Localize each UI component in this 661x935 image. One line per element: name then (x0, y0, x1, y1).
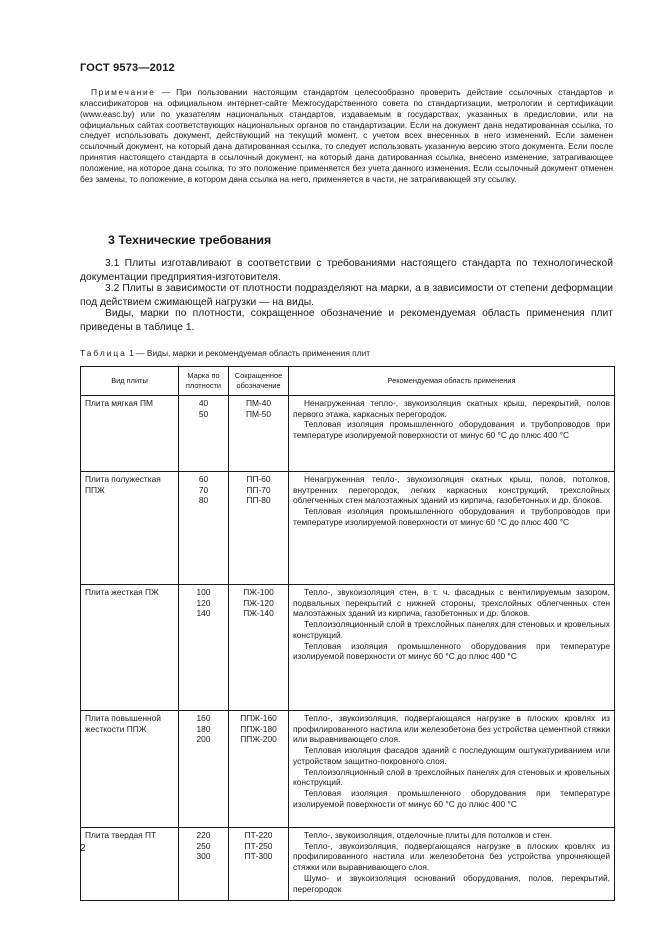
paragraph-3-2: 3.2 Плиты в зависимости от плотности подразделяют на марки, а в зависимости от степени деформации под действием сжимающей нагрузки — на виды. (80, 283, 613, 308)
abbreviation-cell: ПЖ-100 ПЖ-120 ПЖ-140 (229, 585, 289, 711)
table-row (81, 711, 615, 828)
application-cell: Тепло-, звукоизоляция, подвергающаяся нагрузке в плоских кровлях из профилированного настила или железобетона без устройства цементной стяжки или выравнивающего слоя. Тепловая изоляция фасадов зданий с последующим оштукатуриванием или устройством защитно-покровного слоя. Теплоизоляционный слой в трехслойных панелях для стеновых и кровельных конструкций. Тепловая изоляция промышленного оборудования при температуре изолируемой поверхности от минус 60 °С до плюс 400 °С (289, 711, 615, 828)
plate-type-cell: Плита твердая ПТ (81, 828, 179, 901)
header-plate-type: Вид плиты (81, 367, 179, 396)
application-cell: Ненагруженная тепло-, звукоизоляция скатных крыш, полов, потолков, внутренних перегородок, легких каркасных конструкций, трехслойных облегченных стен малоэтажных зданий из кирпича, газобетонных и др. блоков. Тепловая изоляция промышленного оборудования и трубопроводов при температуре изолируемой поверхности от минус 60 °С до плюс 400 °С (289, 472, 615, 585)
header-density-mark: Марка по плотности (179, 367, 229, 396)
table-caption (80, 348, 370, 358)
application-cell: Тепло-, звукоизоляция стен, в т. ч. фасадных с вентилируемым зазором, подвальных перекрытий с нижней стороны, трехслойных облегченных стен малоэтажных зданий из кирпича, газобетонных и др. блоков. Теплоизоляционный слой в трехслойных панелях для стеновых и кровельных конструкций. Тепловая изоляция промышленного оборудования при температуре изолируемой поверхности от минус 60 °С до плюс 400 °С (289, 585, 615, 711)
table-caption-text: 1 — Виды, марки и рекомендуемая область применения плит (126, 348, 371, 358)
table-header-row (81, 367, 615, 396)
abbreviation-cell: ПП-60 ПП-70 ПП-80 (229, 472, 289, 585)
table-caption-label: Таблица (80, 348, 127, 358)
application-cell: Тепло-, звукоизоляция, отделочные плиты для потолков и стен. Тепло-, звукоизоляция, подвергающаяся нагрузке в плоских кровлях из профилированного настила или железобетона без устройства упрочняющей стяжки или выравнивающего слоя. Шумо- и звукоизоляция оснований оборудования, полов, перекрытий, перегородок (289, 828, 615, 901)
abbreviation-cell: ПМ-40 ПМ-50 (229, 396, 289, 472)
note-text: — При пользовании настоящим стандартом целесообразно проверить действие ссылочных стандартов и классификаторов на официальном интернет-сайте Межгосударственного совета по стандартизации, метрологии и сертификации (www.easc.by) или по указателям национальных стандартов, издаваемым в государствах, указанных в предисловии, или на официальных сайтах соответствующих национальных органов по стандартизации. Если на документ дана недатированная ссылка, то следует использовать документ, действующий на текущий момент, с учетом всех внесенных в него изменений. Если заменен ссылочный документ, на который дана датированная ссылка, то следует использовать указанную версию этого документа. Если после принятия настоящего стандарта в ссылочный документ, на который дана датированная ссылка, внесено изменение, затрагивающее положение, на которое дана ссылка, то это положение применяется без учета данного изменения. Если ссылочный документ отменен без замены, то положение, в котором дана ссылка на него, применяется в части, не затрагивающей эту ссылку. (80, 87, 613, 184)
note-label: Примечание (91, 87, 156, 97)
page-number: 2 (80, 843, 86, 854)
paragraph-3-1: 3.1 Плиты изготавливают в соответствии с требованиями настоящего стандарта по технологической документации предприятия-изготовителя. (80, 258, 613, 283)
document-header-code: ГОСТ 9573—2012 (80, 62, 175, 74)
table-row (81, 828, 615, 901)
density-marks-cell: 100 120 140 (179, 585, 229, 711)
density-marks-cell: 60 70 80 (179, 472, 229, 585)
table-row (81, 396, 615, 472)
plates-table (80, 366, 615, 901)
plate-type-cell: Плита повышенной жесткости ППЖ (81, 711, 179, 828)
paragraph-table-ref: Виды, марки по плотности, сокращенное обозначение и рекомендуемая область применения плит приведены в таблице 1. (80, 308, 613, 333)
plate-type-cell: Плита мягкая ПМ (81, 396, 179, 472)
table-row (81, 585, 615, 711)
application-cell: Ненагруженная тепло-, звукоизоляция скатных крыш, перекрытий, полов первого этажа, каркасных перегородок. Тепловая изоляция промышленного оборудования и трубопроводов при температуре изолируемой поверхности от минус 60 °С до плюс 400 °С (289, 396, 615, 472)
density-marks-cell: 160 180 200 (179, 711, 229, 828)
abbreviation-cell: ПТ-220 ПТ-250 ПТ-300 (229, 828, 289, 901)
header-application: Рекомендуемая область применения (289, 367, 615, 396)
density-marks-cell: 220 250 300 (179, 828, 229, 901)
plate-type-cell: Плита жесткая ПЖ (81, 585, 179, 711)
table-row (81, 472, 615, 585)
section-title: 3 Технические требования (108, 233, 272, 247)
header-abbreviation: Сокращенное обозначение (229, 367, 289, 396)
abbreviation-cell: ППЖ-160 ППЖ-180 ППЖ-200 (229, 711, 289, 828)
plate-type-cell: Плита полужесткая ППЖ (81, 472, 179, 585)
note-paragraph (80, 87, 613, 185)
density-marks-cell: 40 50 (179, 396, 229, 472)
